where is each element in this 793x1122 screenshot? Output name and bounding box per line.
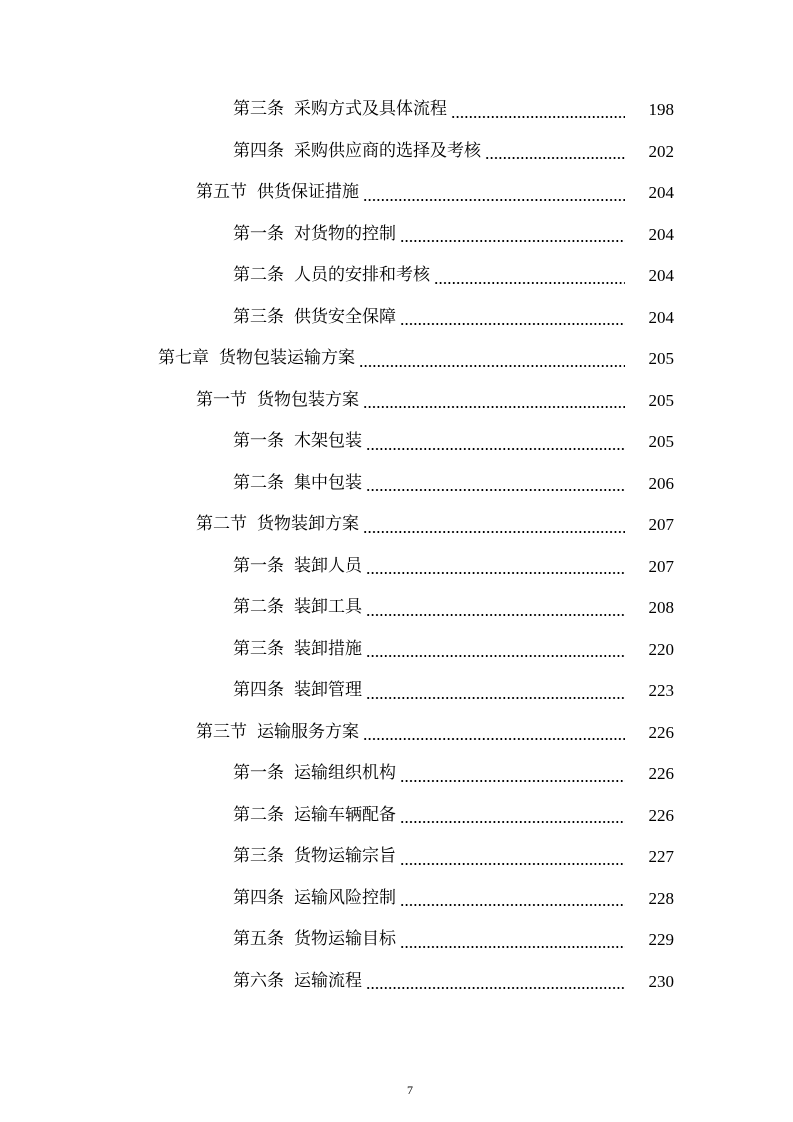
dot-leader [366, 489, 625, 491]
toc-entry-page: 228 [648, 888, 674, 908]
dot-leader [363, 406, 625, 408]
dot-leader [363, 199, 625, 201]
toc-entry-title: 供货保证措施 [257, 182, 359, 203]
toc-entry[interactable] [0, 836, 793, 878]
dot-leader [366, 572, 625, 574]
toc-entry[interactable] [0, 546, 793, 588]
toc-entry-page: 207 [648, 515, 674, 535]
toc-entry-title: 货物装卸方案 [257, 514, 359, 535]
toc-entry-page: 226 [648, 722, 674, 742]
toc-entry-page: 220 [648, 639, 674, 659]
dot-leader [400, 863, 625, 865]
toc-entry[interactable] [0, 670, 793, 712]
toc-entry-number: 第三节 [196, 721, 247, 742]
toc-entry[interactable] [0, 504, 793, 546]
toc-entry-title: 采购方式及具体流程 [294, 99, 447, 120]
toc-entry[interactable] [0, 89, 793, 131]
toc-entry-title: 运输车辆配备 [294, 804, 396, 825]
toc-entry[interactable] [0, 338, 793, 380]
toc-entry-page: 205 [648, 432, 674, 452]
toc-entry-page: 205 [648, 390, 674, 410]
toc-entry[interactable] [0, 172, 793, 214]
dot-leader [434, 282, 625, 284]
toc-entry-page: 229 [648, 930, 674, 950]
toc-entry[interactable] [0, 255, 793, 297]
toc-entry-number: 第二条 [233, 804, 284, 825]
toc-entry-page: 202 [648, 141, 674, 161]
toc-entry-page: 205 [648, 349, 674, 369]
toc-entry[interactable] [0, 214, 793, 256]
dot-leader [400, 946, 625, 948]
toc-entry-title: 人员的安排和考核 [294, 265, 430, 286]
toc-entry-number: 第四条 [233, 887, 284, 908]
toc-entry-number: 第一条 [233, 431, 284, 452]
toc-entry-number: 第一节 [196, 389, 247, 410]
toc-entry-number: 第七章 [158, 348, 209, 369]
toc-entry-title: 货物运输目标 [294, 929, 396, 950]
toc-entry-number: 第三条 [233, 638, 284, 659]
toc-entry-page: 230 [648, 971, 674, 991]
toc-entry-title: 集中包装 [294, 472, 362, 493]
toc-entry-title: 运输流程 [294, 970, 362, 991]
toc-entry-page: 206 [648, 473, 674, 493]
toc-entry-number: 第四条 [233, 680, 284, 701]
dot-leader [363, 531, 625, 533]
toc-entry[interactable] [0, 712, 793, 754]
toc-entry-title: 装卸人员 [294, 555, 362, 576]
toc-entry-page: 223 [648, 681, 674, 701]
toc-entry-number: 第二条 [233, 597, 284, 618]
toc-entry-title: 货物包装方案 [257, 389, 359, 410]
toc-entry-title: 货物包装运输方案 [219, 348, 355, 369]
toc-entry-number: 第一条 [233, 555, 284, 576]
toc-entry[interactable] [0, 463, 793, 505]
dot-leader [400, 780, 625, 782]
dot-leader [366, 614, 625, 616]
toc-entry-page: 204 [648, 266, 674, 286]
toc-entry-title: 运输组织机构 [294, 763, 396, 784]
toc-entry-page: 204 [648, 224, 674, 244]
toc-entry-page: 208 [648, 598, 674, 618]
toc-entry-number: 第五条 [233, 929, 284, 950]
toc-entry-page: 226 [648, 764, 674, 784]
dot-leader [400, 904, 625, 906]
toc-entry-number: 第一条 [233, 223, 284, 244]
toc-entry-number: 第二节 [196, 514, 247, 535]
toc-entry[interactable] [0, 297, 793, 339]
toc-entry-number: 第一条 [233, 763, 284, 784]
toc-entry-number: 第二条 [233, 472, 284, 493]
toc-entry-title: 货物运输宗旨 [294, 846, 396, 867]
toc-entry[interactable] [0, 587, 793, 629]
toc-entry[interactable] [0, 421, 793, 463]
toc-entry-title: 对货物的控制 [294, 223, 396, 244]
table-of-contents [0, 89, 793, 1002]
toc-entry[interactable] [0, 380, 793, 422]
toc-entry-title: 木架包装 [294, 431, 362, 452]
dot-leader [366, 655, 625, 657]
dot-leader [400, 240, 625, 242]
dot-leader [451, 116, 625, 118]
toc-entry-title: 装卸措施 [294, 638, 362, 659]
dot-leader [366, 697, 625, 699]
toc-entry-page: 204 [648, 183, 674, 203]
dot-leader [485, 157, 625, 159]
toc-entry-title: 装卸工具 [294, 597, 362, 618]
toc-entry-number: 第六条 [233, 970, 284, 991]
toc-entry-number: 第三条 [233, 99, 284, 120]
toc-entry-title: 采购供应商的选择及考核 [294, 140, 481, 161]
page-number: 7 [407, 1083, 413, 1097]
toc-entry-page: 204 [648, 307, 674, 327]
toc-entry-number: 第三条 [233, 306, 284, 327]
toc-entry-page: 207 [648, 556, 674, 576]
dot-leader [359, 365, 625, 367]
toc-entry-page: 198 [648, 100, 674, 120]
dot-leader [366, 448, 625, 450]
toc-entry-title: 供货安全保障 [294, 306, 396, 327]
toc-entry[interactable] [0, 629, 793, 671]
toc-entry-title: 运输服务方案 [257, 721, 359, 742]
dot-leader [400, 821, 625, 823]
toc-entry[interactable] [0, 753, 793, 795]
toc-entry-number: 第四条 [233, 140, 284, 161]
toc-entry[interactable] [0, 919, 793, 961]
toc-entry-number: 第五节 [196, 182, 247, 203]
toc-entry-page: 226 [648, 805, 674, 825]
dot-leader [366, 987, 625, 989]
toc-entry-number: 第三条 [233, 846, 284, 867]
toc-entry-number: 第二条 [233, 265, 284, 286]
toc-entry[interactable] [0, 961, 793, 1003]
toc-entry[interactable] [0, 795, 793, 837]
toc-entry[interactable] [0, 131, 793, 173]
toc-entry-page: 227 [648, 847, 674, 867]
dot-leader [400, 323, 625, 325]
dot-leader [363, 738, 625, 740]
toc-entry-title: 运输风险控制 [294, 887, 396, 908]
toc-entry-title: 装卸管理 [294, 680, 362, 701]
toc-entry[interactable] [0, 878, 793, 920]
